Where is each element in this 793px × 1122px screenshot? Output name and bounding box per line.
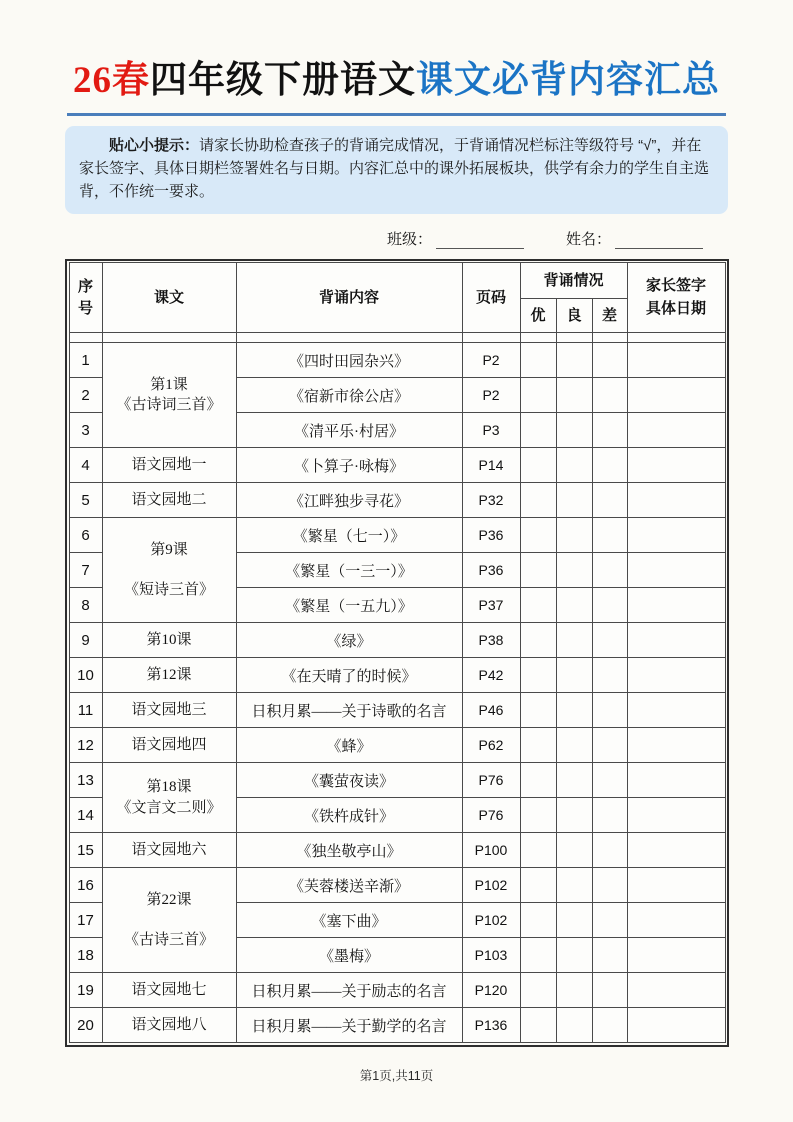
cell-signature — [627, 483, 725, 518]
class-field — [387, 228, 524, 249]
cell-grade-poor — [592, 553, 627, 588]
cell-grade-poor — [592, 868, 627, 903]
tip-box — [65, 126, 728, 213]
lesson-line: 第12课 — [146, 667, 192, 684]
cell-content: 《繁星（七一）》 — [236, 518, 462, 553]
cell-grade-excellent — [520, 588, 556, 623]
cell-content: 《清平乐·村居》 — [236, 413, 462, 448]
recitation-summary-table — [69, 262, 726, 1043]
cell-grade-poor — [592, 623, 627, 658]
cell-content: 《芙蓉楼送辛渐》 — [236, 868, 462, 903]
cell-grade-poor — [592, 483, 627, 518]
col-header-lesson: 课文 — [102, 263, 236, 333]
cell-index: 8 — [69, 588, 102, 623]
cell-content: 《独坐敬亭山》 — [236, 833, 462, 868]
cell-page: P36 — [462, 518, 520, 553]
spacer-cell — [236, 333, 462, 343]
cell-page: P102 — [462, 868, 520, 903]
cell-content: 《江畔独步寻花》 — [236, 483, 462, 518]
lesson-line: 《文言文二则》 — [116, 799, 222, 816]
cell-page: P3 — [462, 413, 520, 448]
cell-signature — [627, 938, 725, 973]
cell-index: 3 — [69, 413, 102, 448]
cell-page: P32 — [462, 483, 520, 518]
cell-grade-good — [556, 378, 592, 413]
cell-grade-excellent — [520, 1008, 556, 1043]
cell-content: 《塞下曲》 — [236, 903, 462, 938]
cell-signature — [627, 973, 725, 1008]
cell-signature — [627, 763, 725, 798]
cell-grade-good — [556, 798, 592, 833]
cell-grade-excellent — [520, 448, 556, 483]
cell-content: 《绿》 — [236, 623, 462, 658]
cell-grade-poor — [592, 763, 627, 798]
cell-index: 1 — [69, 343, 102, 378]
page-title — [65, 58, 728, 104]
col-header-grade-excellent: 优 — [520, 299, 556, 333]
cell-grade-poor — [592, 448, 627, 483]
cell-grade-good — [556, 553, 592, 588]
cell-index: 19 — [69, 973, 102, 1008]
cell-index: 9 — [69, 623, 102, 658]
cell-index: 18 — [69, 938, 102, 973]
cell-index: 14 — [69, 798, 102, 833]
cell-signature — [627, 413, 725, 448]
cell-page: P37 — [462, 588, 520, 623]
cell-page: P38 — [462, 623, 520, 658]
cell-grade-poor — [592, 728, 627, 763]
cell-grade-excellent — [520, 483, 556, 518]
cell-lesson — [102, 448, 236, 483]
cell-grade-poor — [592, 938, 627, 973]
lesson-line: 语文园地八 — [131, 1017, 207, 1034]
title-edition: 26春 — [73, 60, 150, 101]
cell-content: 《墨梅》 — [236, 938, 462, 973]
name-blank-line — [615, 232, 703, 249]
cell-signature — [627, 378, 725, 413]
cell-lesson — [102, 868, 236, 973]
class-label: 班级： — [386, 230, 432, 248]
cell-page: P136 — [462, 1008, 520, 1043]
cell-signature — [627, 833, 725, 868]
cell-grade-excellent — [520, 868, 556, 903]
cell-grade-poor — [592, 1008, 627, 1043]
cell-index: 7 — [69, 553, 102, 588]
cell-signature — [627, 798, 725, 833]
class-blank-line — [436, 232, 524, 249]
lesson-line: 语文园地一 — [131, 457, 207, 474]
cell-page: P42 — [462, 658, 520, 693]
cell-grade-poor — [592, 973, 627, 1008]
cell-grade-good — [556, 518, 592, 553]
table-body — [69, 333, 725, 1043]
cell-grade-excellent — [520, 763, 556, 798]
page-footer: 第1页,共11页 — [359, 1069, 434, 1083]
cell-grade-good — [556, 623, 592, 658]
cell-grade-poor — [592, 518, 627, 553]
cell-grade-excellent — [520, 518, 556, 553]
spacer-cell — [556, 333, 592, 343]
cell-lesson — [102, 763, 236, 833]
cell-signature — [627, 903, 725, 938]
cell-lesson — [102, 518, 236, 623]
cell-page: P100 — [462, 833, 520, 868]
cell-lesson — [102, 1008, 236, 1043]
lesson-line: 语文园地三 — [131, 702, 207, 719]
cell-grade-excellent — [520, 693, 556, 728]
cell-grade-good — [556, 868, 592, 903]
cell-content: 日积月累——关于励志的名言 — [236, 973, 462, 1008]
col-header-page: 页码 — [462, 263, 520, 333]
title-grade-subject: 四年级下册语文 — [150, 60, 416, 101]
cell-lesson — [102, 973, 236, 1008]
cell-content: 《繁星（一五九）》 — [236, 588, 462, 623]
cell-grade-excellent — [520, 658, 556, 693]
tip-text — [79, 135, 714, 203]
cell-index: 11 — [69, 693, 102, 728]
cell-grade-good — [556, 343, 592, 378]
cell-page: P102 — [462, 903, 520, 938]
cell-lesson — [102, 483, 236, 518]
table-row — [69, 623, 725, 658]
cell-lesson — [102, 693, 236, 728]
cell-content: 《宿新市徐公店》 — [236, 378, 462, 413]
cell-index: 6 — [69, 518, 102, 553]
table-row — [69, 728, 725, 763]
cell-content: 《铁杵成针》 — [236, 798, 462, 833]
cell-signature — [627, 518, 725, 553]
cell-index: 10 — [69, 658, 102, 693]
cell-content: 日积月累——关于勤学的名言 — [236, 1008, 462, 1043]
col-header-grade-poor: 差 — [592, 299, 627, 333]
cell-page: P2 — [462, 343, 520, 378]
table-row — [69, 763, 725, 798]
cell-signature — [627, 728, 725, 763]
table-row — [69, 693, 725, 728]
cell-page: P2 — [462, 378, 520, 413]
cell-index: 5 — [69, 483, 102, 518]
cell-page: P76 — [462, 763, 520, 798]
cell-index: 13 — [69, 763, 102, 798]
table-row — [69, 518, 725, 553]
signature-header-line1: 家长签字 — [645, 277, 706, 295]
signature-header-line2: 具体日期 — [645, 299, 706, 317]
table-row — [69, 973, 725, 1008]
table-row — [69, 833, 725, 868]
cell-lesson — [102, 833, 236, 868]
cell-grade-excellent — [520, 833, 556, 868]
cell-index: 17 — [69, 903, 102, 938]
lesson-line: 语文园地七 — [131, 982, 207, 999]
cell-grade-good — [556, 728, 592, 763]
col-header-content: 背诵内容 — [236, 263, 462, 333]
cell-signature — [627, 693, 725, 728]
lesson-line: 第1课 — [150, 376, 188, 393]
cell-lesson — [102, 658, 236, 693]
lesson-line — [105, 910, 234, 930]
cell-grade-good — [556, 413, 592, 448]
cell-grade-poor — [592, 833, 627, 868]
cell-index: 16 — [69, 868, 102, 903]
cell-grade-good — [556, 973, 592, 1008]
cell-grade-good — [556, 693, 592, 728]
cell-grade-good — [556, 483, 592, 518]
cell-grade-excellent — [520, 903, 556, 938]
col-header-grade-good: 良 — [556, 299, 592, 333]
cell-grade-good — [556, 903, 592, 938]
cell-signature — [627, 553, 725, 588]
fill-in-row — [65, 228, 703, 249]
spacer-cell — [462, 333, 520, 343]
cell-grade-poor — [592, 413, 627, 448]
lesson-line: 《短诗三首》 — [123, 582, 214, 599]
tip-body: 请家长协助检查孩子的背诵完成情况，于背诵情况栏标注等级符号 “√”，并在家长签字、具体日期栏签署姓名与日期。内容汇总中的课外拓展板块，供学有余力的学生自主选背，不作统一要求。 — [79, 137, 710, 200]
lesson-line: 语文园地六 — [131, 842, 207, 859]
cell-lesson — [102, 623, 236, 658]
cell-grade-excellent — [520, 798, 556, 833]
table-row — [69, 658, 725, 693]
cell-grade-excellent — [520, 728, 556, 763]
cell-signature — [627, 343, 725, 378]
cell-page: P120 — [462, 973, 520, 1008]
cell-signature — [627, 623, 725, 658]
table-row — [69, 1008, 725, 1043]
cell-content: 《卜算子·咏梅》 — [236, 448, 462, 483]
cell-grade-excellent — [520, 553, 556, 588]
lesson-line — [105, 560, 234, 580]
cell-grade-poor — [592, 588, 627, 623]
cell-content: 《蜂》 — [236, 728, 462, 763]
title-underline — [67, 113, 726, 116]
table-row — [69, 483, 725, 518]
spacer-cell — [520, 333, 556, 343]
spacer-cell — [627, 333, 725, 343]
lesson-line: 《古诗三首》 — [123, 932, 214, 949]
lesson-line: 第10课 — [146, 632, 192, 649]
cell-content: 《繁星（一三一）》 — [236, 553, 462, 588]
cell-grade-excellent — [520, 343, 556, 378]
cell-page: P14 — [462, 448, 520, 483]
cell-signature — [627, 658, 725, 693]
cell-grade-poor — [592, 343, 627, 378]
cell-index: 20 — [69, 1008, 102, 1043]
cell-lesson — [102, 343, 236, 448]
cell-grade-good — [556, 938, 592, 973]
cell-grade-poor — [592, 798, 627, 833]
cell-page: P46 — [462, 693, 520, 728]
cell-grade-good — [556, 448, 592, 483]
lesson-line: 第22课 — [146, 891, 192, 908]
cell-grade-good — [556, 763, 592, 798]
lesson-line: 语文园地二 — [131, 492, 207, 509]
cell-grade-good — [556, 658, 592, 693]
cell-index: 2 — [69, 378, 102, 413]
table-outer-border — [65, 259, 729, 1047]
cell-index: 15 — [69, 833, 102, 868]
table-row — [69, 448, 725, 483]
lesson-line: 第9课 — [150, 541, 188, 558]
lesson-line: 第18课 — [146, 779, 192, 796]
cell-page: P103 — [462, 938, 520, 973]
col-header-status: 背诵情况 — [520, 263, 627, 299]
cell-content: 《囊萤夜读》 — [236, 763, 462, 798]
cell-page: P76 — [462, 798, 520, 833]
cell-page: P36 — [462, 553, 520, 588]
col-header-signature — [627, 263, 725, 333]
cell-page: P62 — [462, 728, 520, 763]
cell-signature — [627, 588, 725, 623]
cell-grade-poor — [592, 693, 627, 728]
table-row — [69, 343, 725, 378]
cell-grade-poor — [592, 903, 627, 938]
title-topic: 课文必背内容汇总 — [416, 60, 720, 101]
cell-grade-poor — [592, 658, 627, 693]
cell-lesson — [102, 728, 236, 763]
cell-content: 《四时田园杂兴》 — [236, 343, 462, 378]
cell-grade-excellent — [520, 623, 556, 658]
name-field — [566, 228, 703, 249]
cell-signature — [627, 448, 725, 483]
cell-grade-good — [556, 1008, 592, 1043]
cell-grade-excellent — [520, 413, 556, 448]
table-row — [69, 868, 725, 903]
cell-index: 12 — [69, 728, 102, 763]
cell-signature — [627, 1008, 725, 1043]
tip-label: 贴心小提示： — [109, 137, 200, 155]
col-header-index: 序号 — [69, 263, 102, 333]
header-spacer-row — [69, 333, 725, 343]
cell-grade-excellent — [520, 973, 556, 1008]
spacer-cell — [592, 333, 627, 343]
cell-grade-good — [556, 833, 592, 868]
lesson-line: 语文园地四 — [131, 737, 207, 754]
spacer-cell — [69, 333, 102, 343]
cell-signature — [627, 868, 725, 903]
cell-content: 《在天晴了的时候》 — [236, 658, 462, 693]
cell-grade-excellent — [520, 378, 556, 413]
cell-index: 4 — [69, 448, 102, 483]
cell-grade-good — [556, 588, 592, 623]
spacer-cell — [102, 333, 236, 343]
cell-content: 日积月累——关于诗歌的名言 — [236, 693, 462, 728]
cell-grade-poor — [592, 378, 627, 413]
cell-grade-excellent — [520, 938, 556, 973]
lesson-line: 《古诗词三首》 — [116, 397, 222, 414]
name-label: 姓名： — [565, 230, 611, 248]
